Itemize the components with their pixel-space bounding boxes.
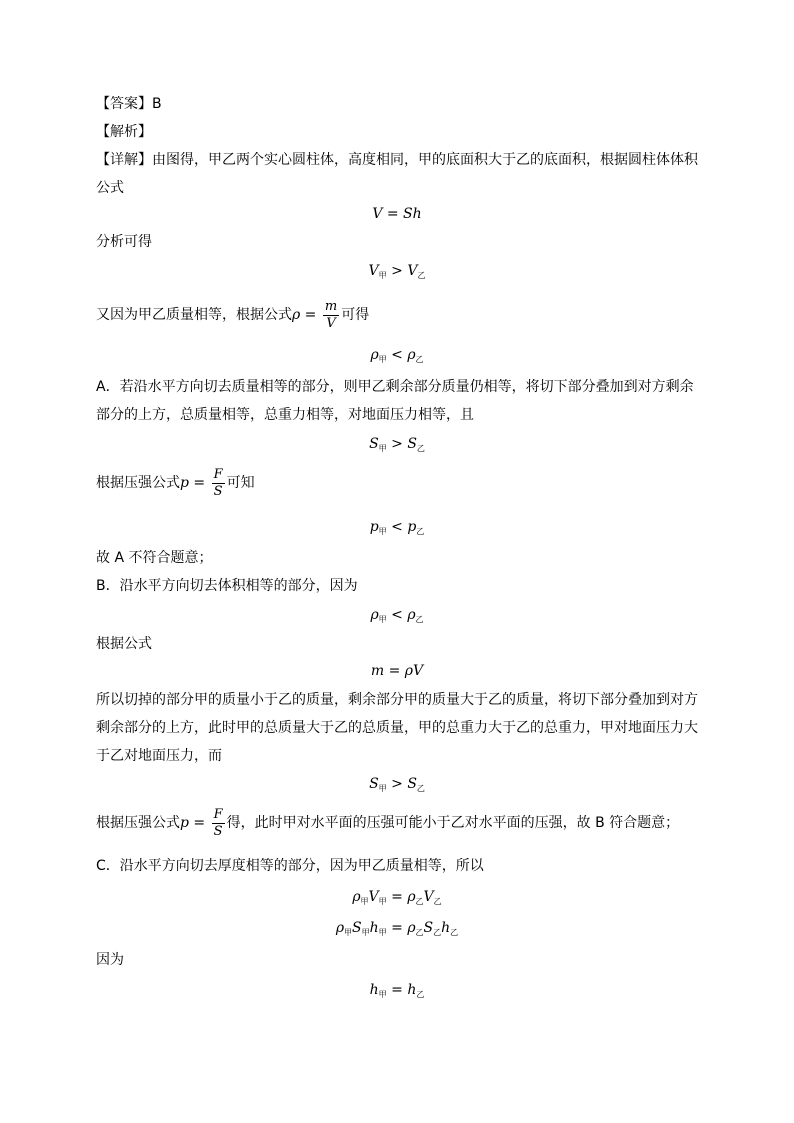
equation-mass: m = ρV [370,663,424,679]
option-c-line-1: C．沿水平方向切去厚度相等的部分，因为甲乙质量相等，所以 [96,858,484,874]
analysis-tag: 【解析】 [96,124,152,140]
option-a-line-2: 部分的上方，总质量相等，总重力相等，对地面压力相等，且 [96,407,474,423]
option-b-line-1: B．沿水平方向切去体积相等的部分，因为 [96,578,358,594]
option-b-line-4: 于乙对地面压力，而 [96,748,222,764]
answer-tag: 【答案】 [96,96,152,112]
pressure-formula-line-1: 根据压强公式p = $\frac{F}{S}$ 可知 [96,466,255,499]
formula-line: 根据公式 [96,636,152,652]
mass-formula-line: 又因为甲乙质量相等，根据公式ρ = $\frac{m}{V}$ 可得 [96,298,370,331]
equation-density-compare: $\rho_甲 < \rho_乙$ [370,347,424,364]
answer-line [96,94,162,114]
detail-text-1: 由图得，甲乙两个实心圆柱体，高度相同，甲的底面积大于乙的底面积，根据圆柱体体积 [152,152,698,168]
equation-mass-equal: $\rho_甲V_甲 = \rho_乙V_乙$ [352,889,442,906]
equation-volume-compare: $V_甲 > V_乙$ [368,263,426,280]
because-line: 因为 [96,952,124,968]
equation-pressure-compare: $p_甲 < p_乙$ [369,519,425,536]
detail-line-1 [96,150,698,170]
analysis-heading [96,122,152,142]
option-b-line-2: 所以切掉的部分甲的质量小于乙的质量，剩余部分甲的质量大于乙的质量，将切下部分叠加到对方 [96,692,698,708]
density-fraction: $\frac{m}{V}$ [324,298,338,331]
equation-area-compare: $S_甲 > S_乙$ [369,436,425,453]
equation-volume: V = Sh [372,206,422,222]
option-b-line-3: 剩余部分的上方，此时甲的总质量大于乙的总质量，甲的总重力大于乙的总重力，甲对地面压力大 [96,720,698,736]
pressure-formula-line-2: 根据压强公式p = $\frac{F}{S}$ 得，此时甲对水平面的压强可能小于乙对水平面的压强，故 B 符合题意； [96,806,680,839]
pressure-fraction-2: $\frac{F}{S}$ [213,806,223,839]
equation-density-compare-2: $\rho_甲 < \rho_乙$ [370,607,424,624]
answer-value: B [152,96,162,112]
detail-tag: 【详解】 [96,152,152,168]
detail-line-2: 公式 [96,180,124,196]
equation-area-compare-2: $S_甲 > S_乙$ [369,776,425,793]
equation-height-equal: $h_甲 = h_乙$ [369,982,425,999]
analyze-line: 分析可得 [96,234,152,250]
equation-mass-expanded: $\rho_甲S_甲h_甲 = \rho_乙S_乙h_乙$ [335,920,459,937]
not-a-line: 故 A 不符合题意； [96,550,213,566]
pressure-fraction: $\frac{F}{S}$ [213,466,223,499]
option-a-line-1: A．若沿水平方向切去质量相等的部分，则甲乙剩余部分质量仍相等，将切下部分叠加到对方剩余 [96,379,694,395]
